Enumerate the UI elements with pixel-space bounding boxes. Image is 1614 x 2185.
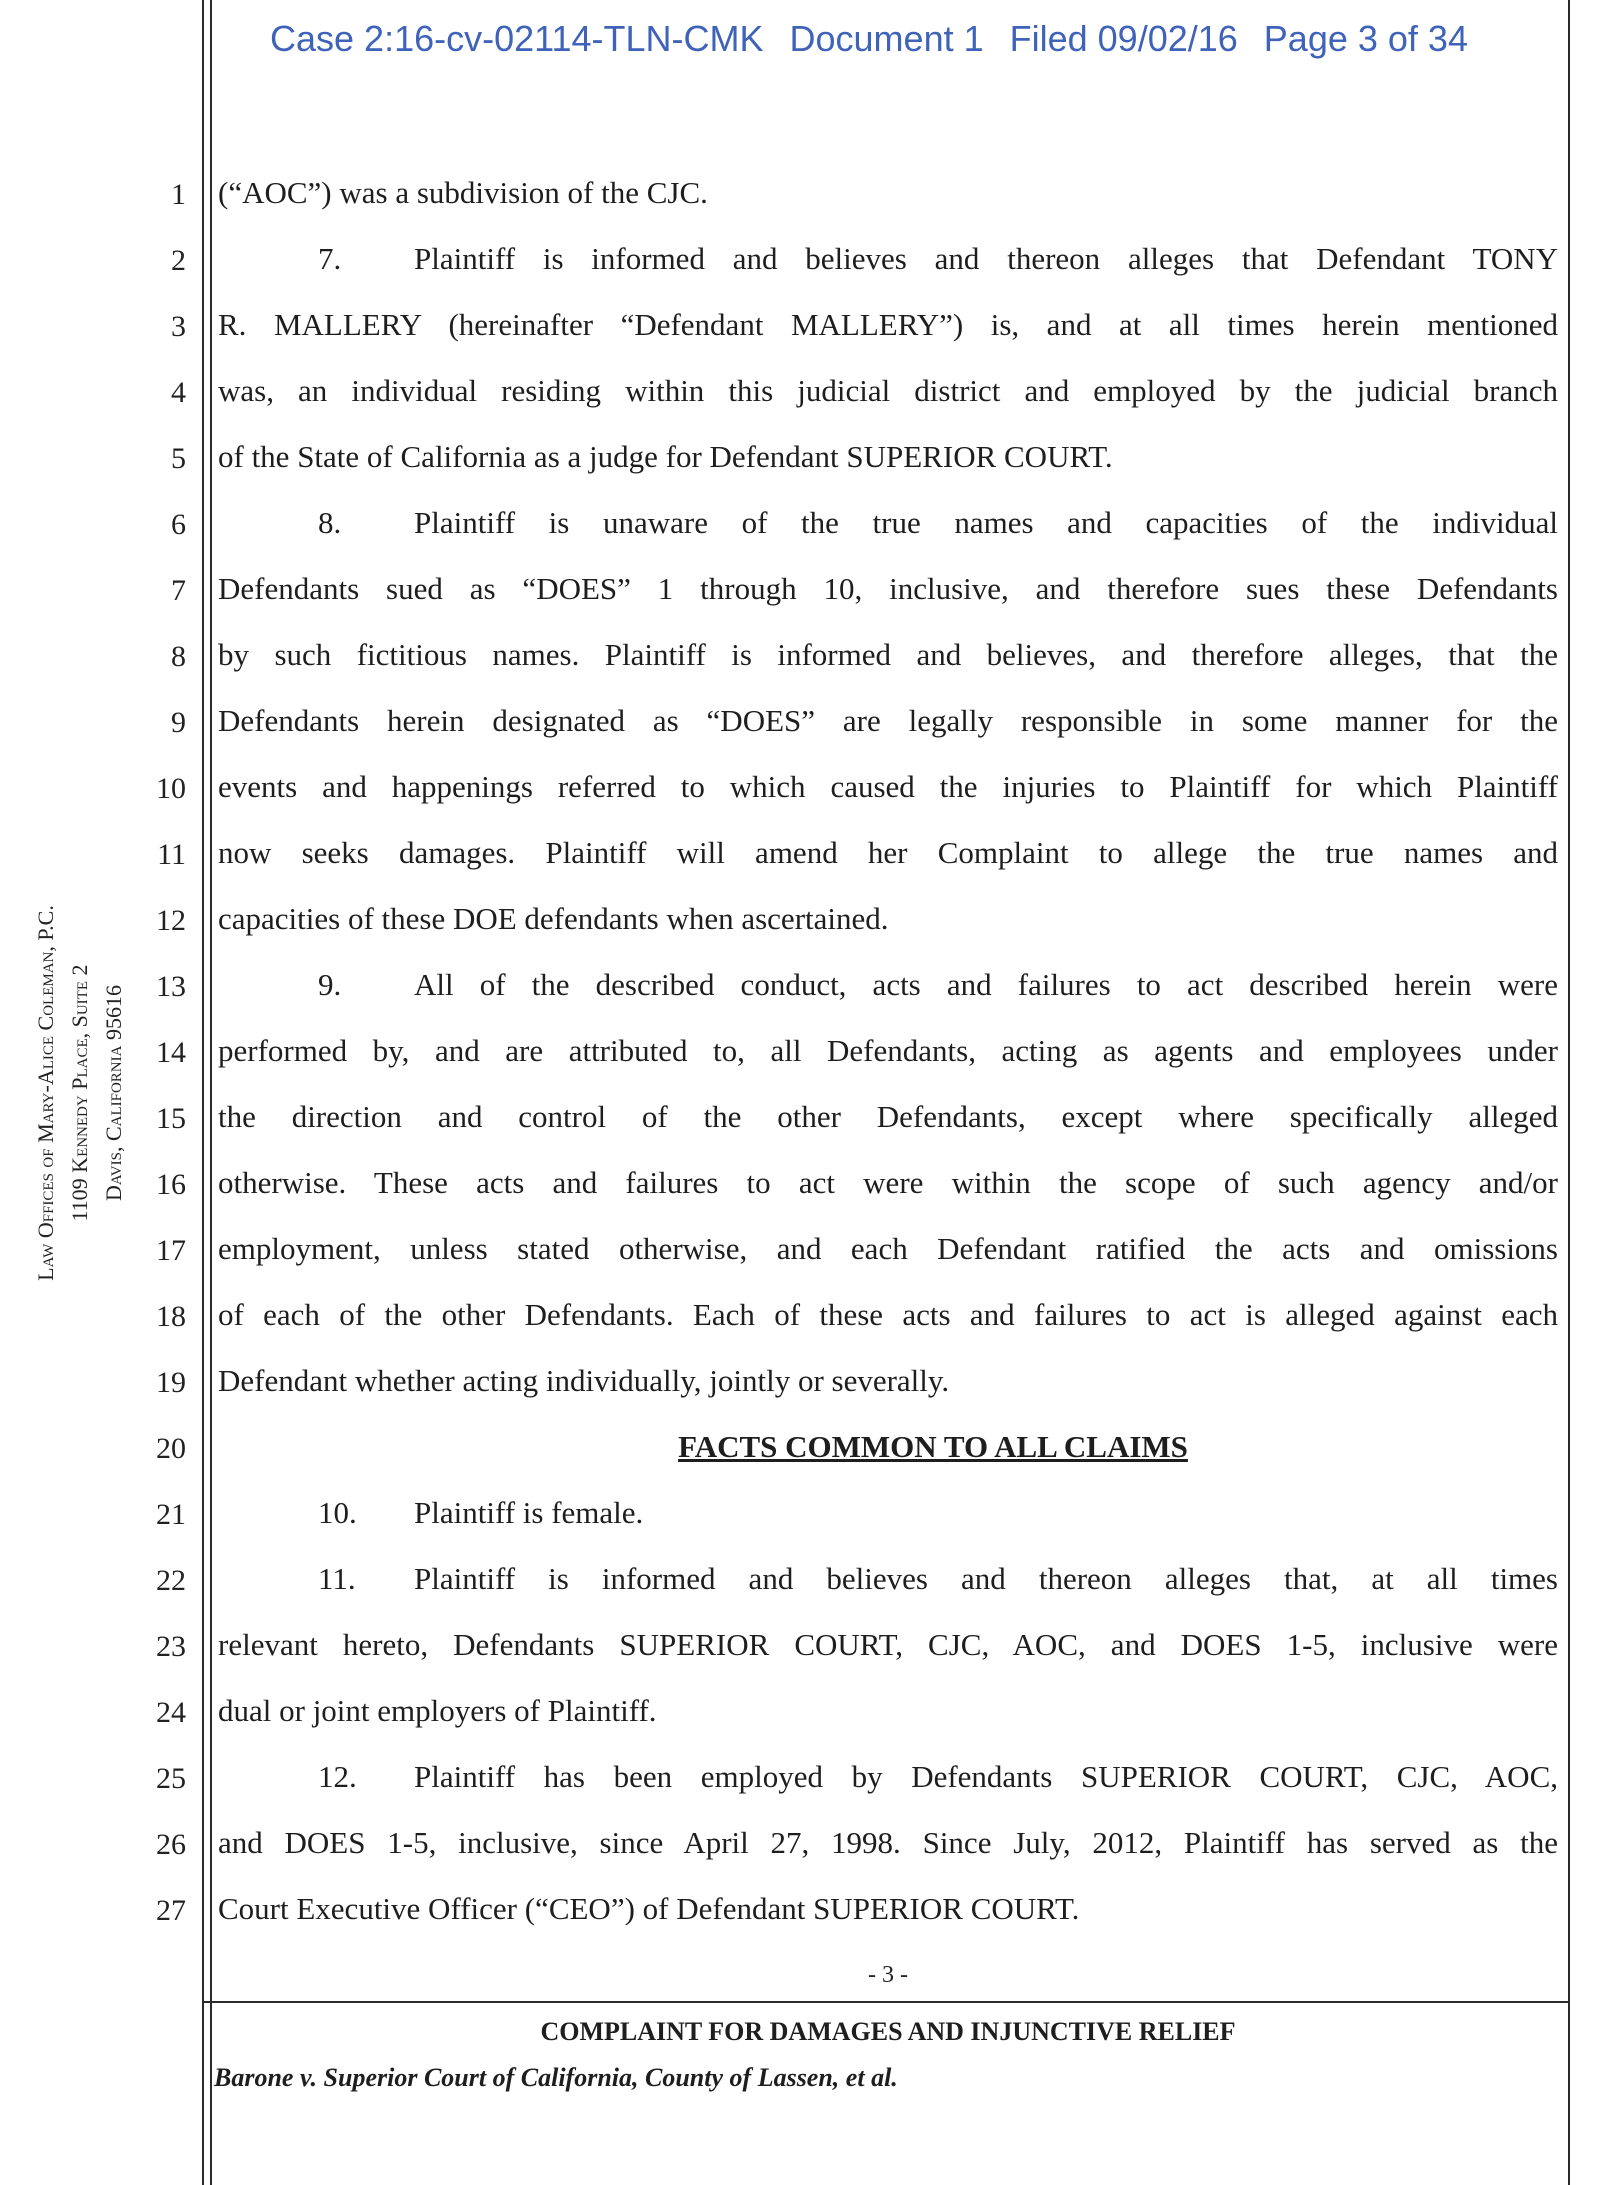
- text-line-7: Defendants sued as “DOES” 1 through 10, inclusive, and therefore sues these Defendants: [218, 571, 1558, 606]
- filed-date: Filed 09/02/16: [1009, 18, 1238, 59]
- line-number: 5: [171, 442, 186, 475]
- line-number: 11: [157, 838, 186, 871]
- text-line-22: [218, 1561, 1558, 1597]
- line-number: 23: [156, 1630, 186, 1663]
- line-number: 15: [156, 1102, 186, 1135]
- text-line-25-content: Plaintiff has been employed by Defendants SUPERIOR COURT, CJC, AOC,: [414, 1759, 1558, 1794]
- line-number: 7: [171, 574, 186, 607]
- text-line-2: [218, 241, 1558, 277]
- line-number: 6: [171, 508, 186, 541]
- line-number: 3: [171, 310, 186, 343]
- line-number: 10: [156, 772, 186, 805]
- footer-case-caption: Barone v. Superior Court of California, County of Lassen, et al.: [214, 2063, 898, 2092]
- text-line-5: of the State of California as a judge for Defendant SUPERIOR COURT.: [218, 439, 1113, 474]
- line-number: 8: [171, 640, 186, 673]
- line-number: 16: [156, 1168, 186, 1201]
- line-number: 13: [156, 970, 186, 1003]
- text-line-11: now seeks damages. Plaintiff will amend her Complaint to allege the true names and: [218, 835, 1558, 870]
- text-line-23: relevant hereto, Defendants SUPERIOR COURT, CJC, AOC, and DOES 1-5, inclusive were: [218, 1627, 1558, 1662]
- document-number: Document 1: [789, 18, 984, 59]
- text-line-21: [218, 1495, 1558, 1531]
- filing-stamp: [270, 18, 1494, 60]
- footer-rule: [204, 2001, 1570, 2003]
- line-number: 2: [171, 244, 186, 277]
- line-number: 4: [171, 376, 186, 409]
- text-line-12: capacities of these DOE defendants when ascertained.: [218, 901, 889, 936]
- line-number: 27: [156, 1894, 186, 1927]
- paragraph-number-7: 7.: [318, 241, 342, 276]
- paragraph-number-11: 11.: [318, 1561, 356, 1596]
- text-line-9: Defendants herein designated as “DOES” are legally responsible in some manner for the: [218, 703, 1558, 738]
- text-line-24: dual or joint employers of Plaintiff.: [218, 1693, 657, 1728]
- line-number: 20: [156, 1432, 186, 1465]
- line-number: 12: [156, 904, 186, 937]
- text-line-17: employment, unless stated otherwise, and each Defendant ratified the acts and omissions: [218, 1231, 1558, 1266]
- page-count: Page 3 of 34: [1263, 18, 1468, 59]
- left-margin-rule-inner: [210, 0, 212, 2185]
- text-line-22-content: Plaintiff is informed and believes and thereon alleges that, at all times: [414, 1561, 1558, 1596]
- line-number: 14: [156, 1036, 186, 1069]
- footer-document-title: COMPLAINT FOR DAMAGES AND INJUNCTIVE RELIEF: [540, 2017, 1236, 2046]
- firm-street: 1109 Kennedy Place, Suite 2: [67, 964, 92, 1222]
- text-line-25: [218, 1759, 1558, 1795]
- text-line-21-content: Plaintiff is female.: [414, 1495, 644, 1530]
- firm-name: Law Offices of Mary-Alice Coleman, P.C.: [33, 905, 58, 1281]
- line-number: 18: [156, 1300, 186, 1333]
- text-line-6-content: Plaintiff is unaware of the true names and capacities of the individual: [414, 505, 1558, 540]
- line-number: 24: [156, 1696, 186, 1729]
- paragraph-number-8: 8.: [318, 505, 342, 540]
- text-line-4: was, an individual residing within this judicial district and employed by the judicial branch: [218, 373, 1558, 408]
- text-line-1: (“AOC”) was a subdivision of the CJC.: [218, 175, 708, 210]
- line-number: 17: [156, 1234, 186, 1267]
- right-margin-rule: [1568, 0, 1570, 2185]
- text-line-2-content: Plaintiff is informed and believes and thereon alleges that Defendant TONY: [414, 241, 1558, 276]
- paragraph-number-9: 9.: [318, 967, 342, 1002]
- case-number: Case 2:16-cv-02114-TLN-CMK: [270, 18, 764, 59]
- text-line-27: Court Executive Officer (“CEO”) of Defendant SUPERIOR COURT.: [218, 1891, 1080, 1926]
- text-line-10: events and happenings referred to which caused the injuries to Plaintiff for which Plaintiff: [218, 769, 1558, 804]
- line-number: 19: [156, 1366, 186, 1399]
- text-line-13: [218, 967, 1558, 1003]
- text-line-13-content: All of the described conduct, acts and failures to act described herein were: [414, 967, 1558, 1002]
- section-heading: FACTS COMMON TO ALL CLAIMS: [678, 1429, 1188, 1464]
- paragraph-number-12: 12.: [318, 1759, 357, 1794]
- text-line-6: [218, 505, 1558, 541]
- text-line-18: of each of the other Defendants. Each of these acts and failures to act is alleged against each: [218, 1297, 1558, 1332]
- line-number: 1: [171, 178, 186, 211]
- line-number: 21: [156, 1498, 186, 1531]
- page-number: - 3 -: [868, 1962, 908, 1988]
- firm-city: Davis, California 95616: [101, 985, 126, 1201]
- line-number: 25: [156, 1762, 186, 1795]
- text-line-15: the direction and control of the other Defendants, except where specifically alleged: [218, 1099, 1558, 1134]
- text-line-26: and DOES 1-5, inclusive, since April 27, 1998. Since July, 2012, Plaintiff has served as the: [218, 1825, 1558, 1860]
- line-number: 9: [171, 706, 186, 739]
- text-line-8: by such fictitious names. Plaintiff is informed and believes, and therefore alleges, that the: [218, 637, 1558, 672]
- text-line-16: otherwise. These acts and failures to act were within the scope of such agency and/or: [218, 1165, 1558, 1200]
- left-margin-rule-outer: [202, 0, 204, 2185]
- line-number: 26: [156, 1828, 186, 1861]
- text-line-14: performed by, and are attributed to, all Defendants, acting as agents and employees under: [218, 1033, 1558, 1068]
- text-line-19: Defendant whether acting individually, jointly or severally.: [218, 1363, 950, 1398]
- paragraph-number-10: 10.: [318, 1495, 357, 1530]
- line-number: 22: [156, 1564, 186, 1597]
- text-line-3: R. MALLERY (hereinafter “Defendant MALLERY”) is, and at all times herein mentioned: [218, 307, 1558, 342]
